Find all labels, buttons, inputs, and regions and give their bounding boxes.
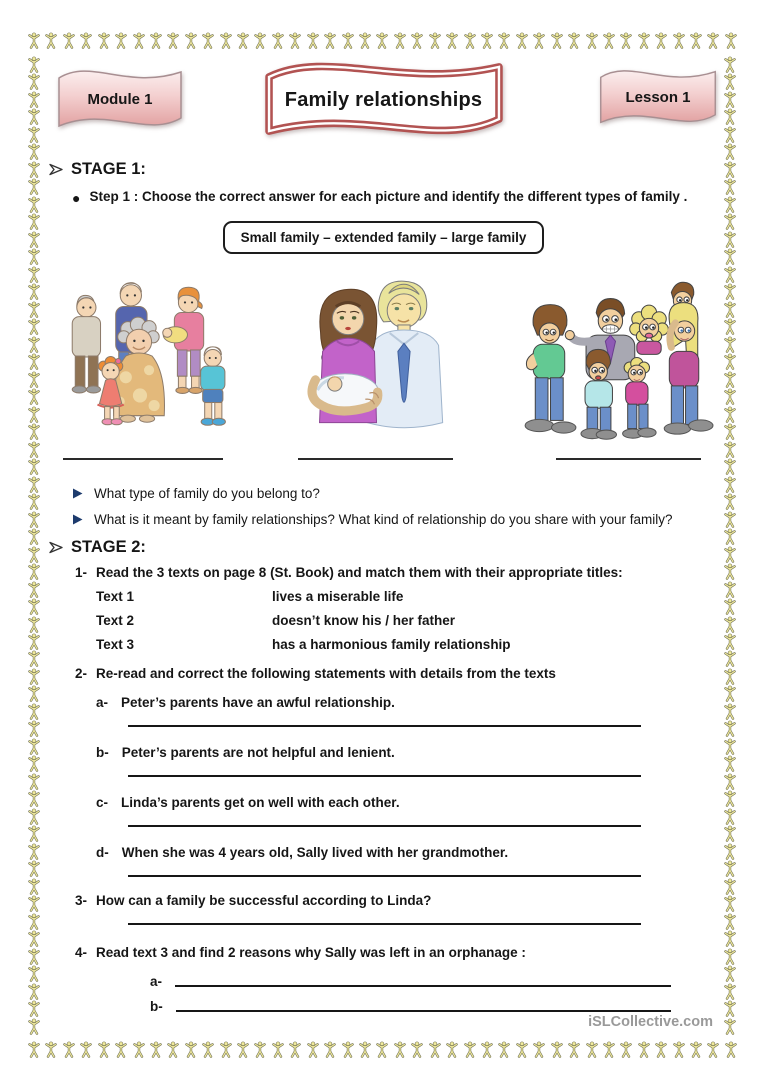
star-man-icon [28,458,40,475]
star-man-icon [724,458,736,475]
star-man-icon [481,32,493,49]
star-man-icon [707,1041,719,1058]
star-man-icon [724,73,736,90]
border-right-column [724,56,737,1035]
star-man-icon [603,32,615,49]
star-man-icon [638,32,650,49]
task-4-item-b-answer-line [176,1010,671,1012]
task-4-number: 4- [75,945,88,960]
stage1-questions [48,486,719,527]
matching-row-1 [96,589,719,604]
statement-c-text: Linda’s parents get on well with each other. [121,795,400,810]
star-man-icon [724,108,736,125]
star-man-icon [28,983,40,1000]
star-man-icon [307,32,319,49]
star-man-icon [724,388,736,405]
star-man-icon [446,32,458,49]
star-man-icon [28,878,40,895]
star-man-icon [429,1041,441,1058]
star-man-icon [533,1041,545,1058]
statement-d-text: When she was 4 years old, Sally lived with her grandmother. [121,845,509,860]
family-pictures-row [52,264,715,460]
page-title: Family relationships [284,88,483,111]
star-man-icon [568,32,580,49]
star-man-icon [28,790,40,807]
statement-b-letter: b- [96,745,109,760]
star-man-icon [724,266,736,283]
task-4-text: Read text 3 and find 2 reasons why Sally was left in an orphanage : [96,945,526,960]
star-man-icon [150,32,162,49]
star-man-icon [272,1041,284,1058]
star-man-icon [28,563,40,580]
star-man-icon [724,56,736,73]
star-man-icon [115,32,127,49]
task-2-number: 2- [75,666,88,681]
star-man-icon [220,1041,232,1058]
matching-right-1: lives a miserable life [272,589,404,604]
border-left-column [28,56,41,1035]
star-man-icon [620,1041,632,1058]
stage2-heading-label: STAGE 2: [71,538,146,556]
star-man-icon [724,808,736,825]
star-man-icon [586,1041,598,1058]
star-man-icon [551,1041,563,1058]
statement-d-answer-line [128,875,641,877]
star-man-icon [342,32,354,49]
star-man-icon [80,1041,92,1058]
star-man-icon [28,913,40,930]
matching-right-3: has a harmonious family relationship [272,637,511,652]
star-man-icon [28,73,40,90]
star-man-icon [28,895,40,912]
star-man-icon [28,161,40,178]
star-man-icon [28,108,40,125]
star-man-icon [724,528,736,545]
star-man-icon [724,581,736,598]
star-man-icon [429,32,441,49]
star-man-icon [63,32,75,49]
star-man-icon [28,371,40,388]
question-2 [72,512,719,527]
star-man-icon [28,633,40,650]
task-4-item-a-answer-line [175,985,671,987]
star-man-icon [516,32,528,49]
arrowhead-bullet-icon [48,163,64,176]
star-man-icon [411,32,423,49]
star-man-icon [307,1041,319,1058]
header [48,56,719,152]
title-banner [261,54,507,146]
triangle-bullet-icon [72,514,83,525]
large-family-illustration [517,276,715,444]
question-1 [72,486,719,501]
star-man-icon [115,1041,127,1058]
step1-text: Step 1 : Choose the correct answer for each picture and identify the different types of family . [89,189,688,204]
star-man-icon [655,32,667,49]
star-man-icon [202,32,214,49]
star-man-icon [464,1041,476,1058]
star-man-icon [724,860,736,877]
star-man-icon [620,32,632,49]
star-man-icon [28,930,40,947]
task-1-text: Read the 3 texts on page 8 (St. Book) and match them with their appropriate titles: [96,565,623,580]
star-man-icon [28,441,40,458]
task-2 [75,666,719,681]
star-man-icon [28,965,40,982]
star-man-icon [725,32,737,49]
triangle-bullet-icon [72,488,83,499]
star-man-icon [724,983,736,1000]
star-man-icon [638,1041,650,1058]
star-man-icon [237,32,249,49]
task-3-answer-line [128,923,641,925]
task-3-number: 3- [75,893,88,908]
star-man-icon [724,668,736,685]
extended-family-illustration [52,264,234,444]
star-man-icon [98,1041,110,1058]
star-man-icon [724,703,736,720]
matching-left-2: Text 2 [96,613,135,628]
star-man-icon [394,1041,406,1058]
star-man-icon [98,32,110,49]
star-man-icon [724,511,736,528]
picture-large-family [517,276,715,460]
matching-row-2 [96,613,719,628]
star-man-icon [133,32,145,49]
star-man-icon [533,32,545,49]
star-man-icon [724,161,736,178]
lesson-badge-label: Lesson 1 [625,88,691,106]
star-man-icon [28,1041,40,1058]
picture-small-family [292,269,460,460]
star-man-icon [28,825,40,842]
star-man-icon [28,213,40,230]
star-man-icon [394,32,406,49]
star-man-icon [724,476,736,493]
star-man-icon [673,1041,685,1058]
star-man-icon [167,32,179,49]
star-man-icon [724,755,736,772]
star-man-icon [724,546,736,563]
star-man-icon [516,1041,528,1058]
star-man-icon [724,878,736,895]
star-man-icon [28,266,40,283]
matching-row-3 [96,637,719,652]
star-man-icon [724,493,736,510]
star-man-icon [464,32,476,49]
star-man-icon [185,1041,197,1058]
star-man-icon [724,371,736,388]
star-man-icon [28,581,40,598]
star-man-icon [498,32,510,49]
star-man-icon [724,301,736,318]
star-man-icon [724,738,736,755]
star-man-icon [724,126,736,143]
task-4-item-a [150,974,671,989]
star-man-icon [724,633,736,650]
star-man-icon [724,91,736,108]
star-man-icon [80,32,92,49]
star-man-icon [167,1041,179,1058]
star-man-icon [568,1041,580,1058]
star-man-icon [498,1041,510,1058]
task-3-text: How can a family be successful according to Linda? [96,893,432,908]
star-man-icon [63,1041,75,1058]
picture1-answer-line [63,458,223,460]
statement-a-letter: a- [96,695,109,710]
statement-a-text: Peter’s parents have an awful relationship. [121,695,395,710]
star-man-icon [707,32,719,49]
star-man-icon [28,91,40,108]
task-2-text: Re-read and correct the following statements with details from the texts [96,666,556,681]
lesson-badge [597,62,719,132]
star-man-icon [28,406,40,423]
star-man-icon [655,1041,667,1058]
star-man-icon [724,336,736,353]
star-man-icon [28,650,40,667]
star-man-icon [220,32,232,49]
question-2-text: What is it meant by family relationships? What kind of relationship do you share with your family? [94,512,673,527]
star-man-icon [202,1041,214,1058]
star-man-icon [289,1041,301,1058]
star-man-icon [724,720,736,737]
task-3 [75,893,719,908]
star-man-icon [724,283,736,300]
border-bottom-row [28,1041,737,1059]
star-man-icon [150,1041,162,1058]
star-man-icon [272,32,284,49]
star-man-icon [28,685,40,702]
star-man-icon [28,423,40,440]
star-man-icon [724,773,736,790]
picture2-answer-line [298,458,453,460]
worksheet-page [48,56,719,1014]
star-man-icon [28,668,40,685]
picture3-answer-line [556,458,701,460]
star-man-icon [28,493,40,510]
star-man-icon [586,32,598,49]
star-man-icon [724,1018,736,1035]
star-man-icon [28,1000,40,1017]
star-man-icon [724,318,736,335]
task-4-item-a-letter: a- [150,974,163,989]
matching-left-3: Text 3 [96,637,135,652]
star-man-icon [254,1041,266,1058]
star-man-icon [28,598,40,615]
statement-c-answer-line [128,825,641,827]
star-man-icon [724,231,736,248]
star-man-icon [28,546,40,563]
question-1-text: What type of family do you belong to? [94,486,320,501]
matching-right-2: doesn’t know his / her father [272,613,456,628]
star-man-icon [724,423,736,440]
task-4-item-b-letter: b- [150,999,163,1014]
star-man-icon [724,948,736,965]
star-man-icon [724,406,736,423]
star-man-icon [724,843,736,860]
statement-c-letter: c- [96,795,109,810]
star-man-icon [690,32,702,49]
star-man-icon [724,930,736,947]
star-man-icon [28,843,40,860]
star-man-icon [673,32,685,49]
star-man-icon [28,388,40,405]
task-4 [75,945,719,960]
star-man-icon [724,1000,736,1017]
star-man-icon [45,1041,57,1058]
star-man-icon [28,283,40,300]
star-man-icon [28,511,40,528]
star-man-icon [28,860,40,877]
star-man-icon [724,178,736,195]
statement-d-letter: d- [96,845,109,860]
star-man-icon [724,650,736,667]
star-man-icon [603,1041,615,1058]
star-man-icon [724,563,736,580]
star-man-icon [724,248,736,265]
star-man-icon [28,616,40,633]
answer-options-box: Small family – extended family – large family [223,221,545,254]
statement-d [96,845,719,860]
star-man-icon [342,1041,354,1058]
star-man-icon [724,616,736,633]
module-badge-label: Module 1 [87,90,153,108]
task-4-item-b [150,999,671,1014]
star-man-icon [724,143,736,160]
dot-bullet-icon: ● [72,190,81,206]
star-man-icon [28,703,40,720]
star-man-icon [359,32,371,49]
stage1-heading-label: STAGE 1: [71,160,146,178]
stage2-heading [48,538,719,557]
star-man-icon [289,32,301,49]
star-man-icon [28,476,40,493]
statement-b-text: Peter’s parents are not helpful and lenient. [121,745,395,760]
statement-a-answer-line [128,725,641,727]
star-man-icon [724,353,736,370]
star-man-icon [45,32,57,49]
star-man-icon [551,32,563,49]
star-man-icon [690,1041,702,1058]
star-man-icon [724,213,736,230]
star-man-icon [724,895,736,912]
arrowhead-bullet-icon [48,541,64,554]
star-man-icon [28,178,40,195]
star-man-icon [324,1041,336,1058]
star-man-icon [724,825,736,842]
stage1-heading [48,160,719,179]
star-man-icon [28,528,40,545]
star-man-icon [28,32,40,49]
statement-a [96,695,719,710]
star-man-icon [254,32,266,49]
picture-extended-family [52,264,234,460]
star-man-icon [359,1041,371,1058]
star-man-icon [725,1041,737,1058]
star-man-icon [28,738,40,755]
star-man-icon [481,1041,493,1058]
statement-b-answer-line [128,775,641,777]
star-man-icon [28,143,40,160]
star-man-icon [28,126,40,143]
star-man-icon [724,790,736,807]
statement-b [96,745,719,760]
star-man-icon [724,913,736,930]
task-1 [75,565,719,580]
star-man-icon [376,1041,388,1058]
matching-left-1: Text 1 [96,589,135,604]
star-man-icon [133,1041,145,1058]
star-man-icon [237,1041,249,1058]
star-man-icon [28,353,40,370]
step1-instruction [72,189,719,207]
star-man-icon [724,598,736,615]
task-1-number: 1- [75,565,88,580]
star-man-icon [724,441,736,458]
star-man-icon [28,336,40,353]
star-man-icon [185,32,197,49]
border-top-row [28,32,737,50]
star-man-icon [28,808,40,825]
star-man-icon [28,948,40,965]
star-man-icon [724,965,736,982]
module-badge [54,62,186,136]
small-family-illustration [292,269,460,444]
star-man-icon [446,1041,458,1058]
star-man-icon [28,755,40,772]
star-man-icon [28,1018,40,1035]
star-man-icon [28,231,40,248]
star-man-icon [376,32,388,49]
star-man-icon [28,196,40,213]
statement-c [96,795,719,810]
star-man-icon [324,32,336,49]
star-man-icon [28,318,40,335]
star-man-icon [28,773,40,790]
star-man-icon [411,1041,423,1058]
star-man-icon [28,301,40,318]
star-man-icon [724,685,736,702]
star-man-icon [28,248,40,265]
watermark: iSLCollective.com [588,1014,713,1030]
star-man-icon [28,56,40,73]
star-man-icon [28,720,40,737]
star-man-icon [724,196,736,213]
